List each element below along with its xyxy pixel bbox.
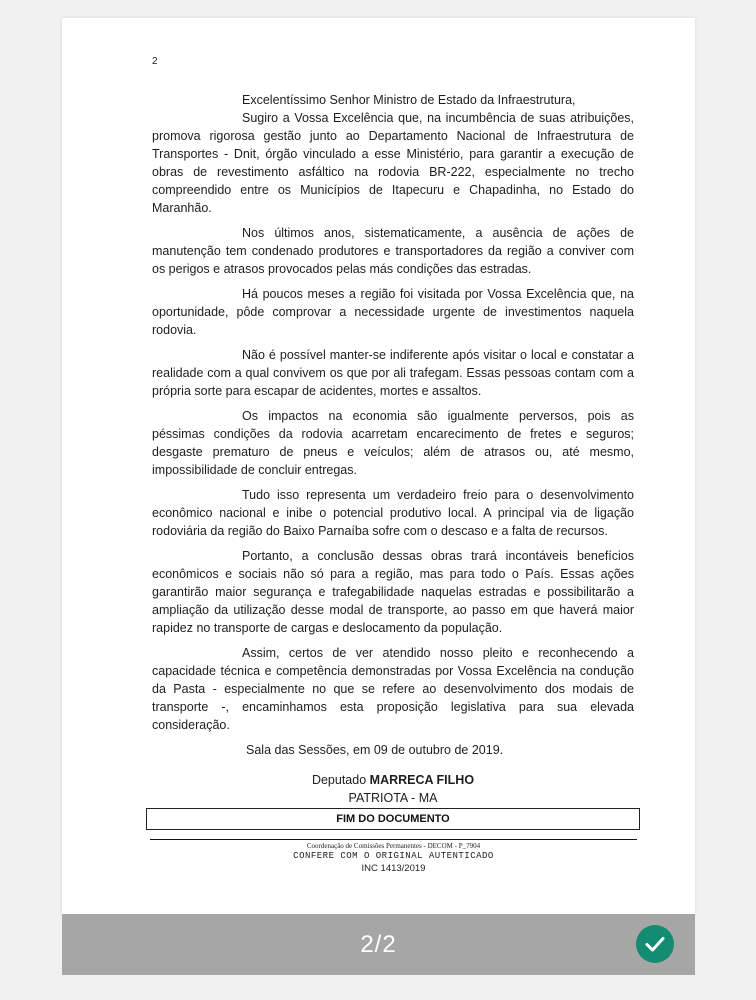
signature-name-line (202, 771, 584, 789)
footer-divider (150, 839, 637, 840)
paragraph: Não é possível manter-se indiferente após visitar o local e constatar a realidade com a qual convivem os que por ali trafegam. Essas pessoas contam com a própria sorte para escapar de acidentes, mortes e assaltos. (152, 348, 634, 398)
paragraph: Portanto, a conclusão dessas obras trará incontáveis benefícios econômicos e sociais não só para a região, mas para todo o País. Essas ações garantirão maior segurança e trafegabilidade naquelas estradas e possibilitarão a ampliação da utilização desse modal de transporte, ao passo em que haverá maior rapidez no transporte de cargas e deslocamento da população. (152, 549, 634, 635)
paragraph: Assim, certos de ver atendido nosso pleito e reconhecendo a capacidade técnica e competência demonstradas por Vossa Excelência na condução da Pasta - especialmente no que se refere ao desenvolvimento dos modais de transporte -, encaminhamos esta proposição legislativa para sua elevada consideração. (152, 646, 634, 732)
signature-party: PATRIOTA - MA (348, 791, 438, 805)
signature-title: Deputado (311, 773, 367, 787)
confirm-button[interactable] (636, 925, 674, 963)
check-icon (643, 932, 667, 956)
paragraph: Tudo isso representa um verdadeiro freio para o desenvolvimento econômico nacional e inibe o potencial produtivo local. A principal via de ligação rodoviária da região do Baixo Parnaíba sofre com o descaso e a falta de recursos. (152, 488, 634, 538)
page-indicator: 2/2 (360, 931, 397, 958)
paragraph: Sugiro a Vossa Excelência que, na incumbência de suas atribuições, promova rigorosa gestão junto ao Departamento Nacional de Infraestrutura de Transportes - Dnit, órgão vinculado a esse Ministério, para garantir a execução de obras de revestimento asfáltico na rodovia BR-222, especialmente no trecho compreendido entre os Municípios de Itapecuru e Chapadinha, no Estado do Maranhão. (152, 111, 634, 215)
authentication-footer (150, 842, 637, 875)
page-number: 2 (152, 56, 158, 67)
salutation: Excelentíssimo Senhor Ministro de Estado da Infraestrutura, (242, 93, 576, 107)
footer-coordination: Coordenação de Comissões Permanentes - DECOM - P_7904 (306, 842, 481, 850)
paragraph: Nos últimos anos, sistematicamente, a ausência de ações de manutenção tem condenado produtores e transportadores da região a conviver com os perigos e atrasos provocados pelas más condições das estradas. (152, 226, 634, 276)
viewer-bottom-bar (62, 914, 695, 975)
document-page (62, 18, 695, 915)
document-body (152, 91, 634, 766)
paragraph: Os impactos na economia são igualmente perversos, pois as péssimas condições da rodovia acarretam encarecimento de fretes e seguros; desgaste prematuro de pneus e veículos; além de atrasos ou, até mesmo, impossibilidade de concluir entregas. (152, 409, 634, 477)
date-line: Sala das Sessões, em 09 de outubro de 2019. (246, 743, 504, 757)
footer-confere: CONFERE COM O ORIGINAL AUTENTICADO (293, 851, 494, 861)
signature-block (202, 771, 584, 807)
paragraph: Há poucos meses a região foi visitada por Vossa Excelência que, na oportunidade, pôde comprovar a necessidade urgente de investimentos naquela rodovia. (152, 287, 634, 337)
signature-name: MARRECA FILHO (369, 773, 475, 787)
end-of-document-box: FIM DO DOCUMENTO (146, 808, 640, 830)
footer-inc: INC 1413/2019 (361, 863, 426, 874)
